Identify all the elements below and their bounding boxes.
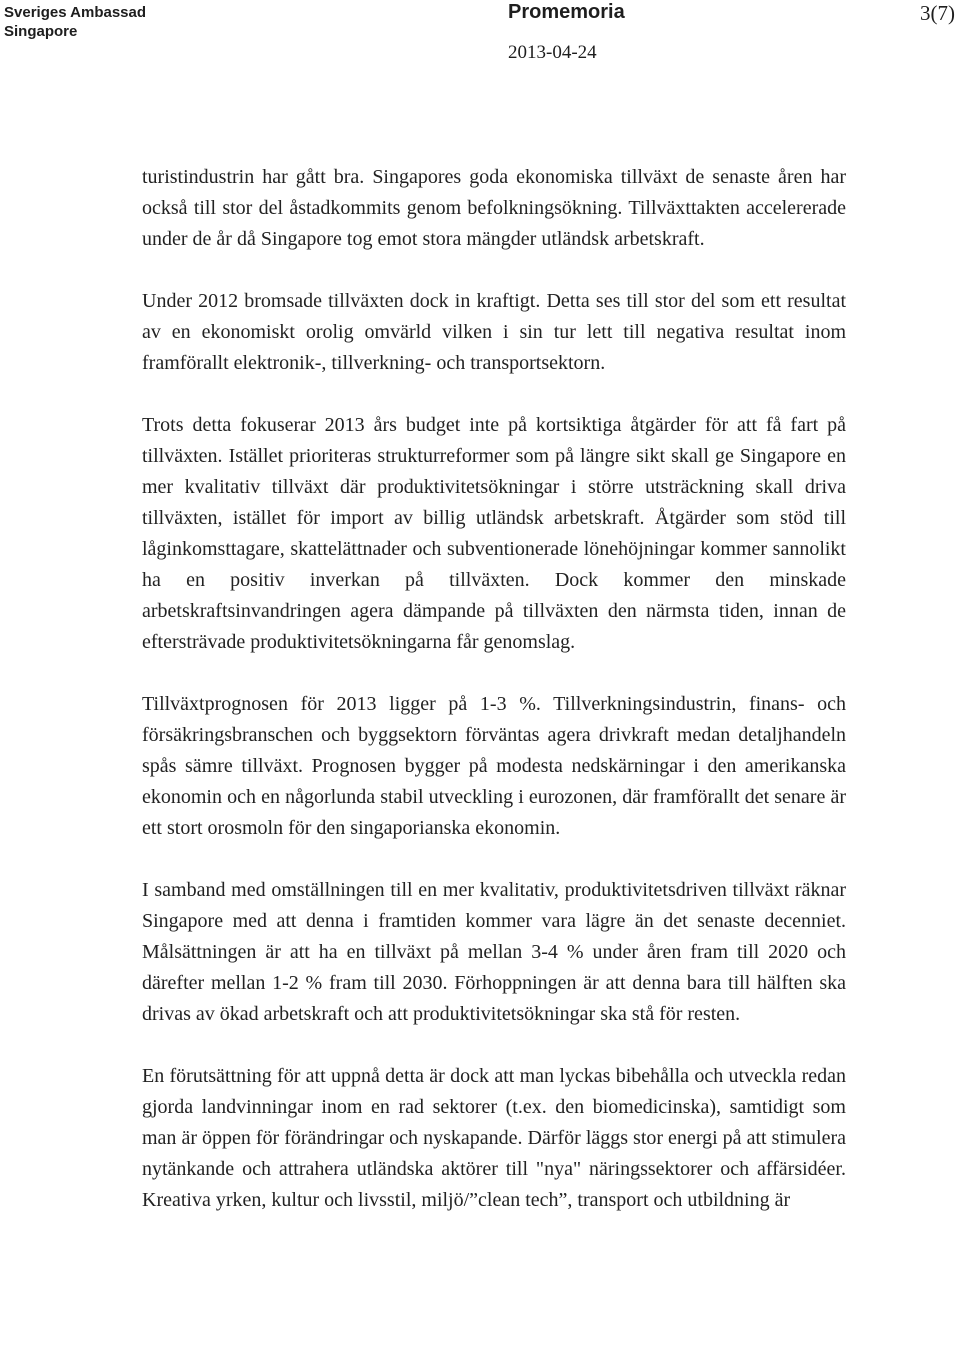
paragraph: I samband med omställningen till en mer kvalitativ, produktivitetsdriven tillväxt räknar Singapore med att denna i framtiden kommer vara lägre än det senaste decenniet. Målsättningen är att ha en tillväxt på mellan 3-4 % under åren fram till 2020 och därefter mellan 1-2 % fram till 2030. Förhoppningen är att denna bara till hälften ska drivas av ökad arbetskraft och att produktivitetsökningar ska stå för resten. bbox=[142, 879, 846, 1025]
paragraph: Trots detta fokuserar 2013 års budget inte på kortsiktiga åtgärder för att få fart på tillväxten. Istället prioriteras strukturreformer som på längre sikt skall ge Singapore en mer kvalitativ tillväxt där produktivitetsökningar i större utsträckning skall driva tillväxten, istället för import av billig utländsk arbetskraft. Åtgärder som stöd till låginkomsttagare, skattelättnader och subventionerade lönehöjningar kommer sannolikt ha en positiv inverkan på tillväxten. Dock kommer den minskade arbetskraftsinvandringen agera dämpande på tillväxten den närmsta tiden, innan de eftersträvade produktivitetsökningarna får genomslag. bbox=[142, 414, 846, 653]
paragraph: En förutsättning för att uppnå detta är dock att man lyckas bibehålla och utveckla redan gjorda landvinningar inom en rad sektorer (t.ex. den biomedicinska), samtidigt som man är öppen för förändringar och nyskapande. Därför läggs stor energi på att stimulera nytänkande och attrahera utländska aktörer till "nya" näringssektorer och affärsidéer. Kreativa yrken, kultur och livsstil, miljö/”clean tech”, transport och utbildning är bbox=[142, 1065, 846, 1211]
page-number: 3(7) bbox=[920, 1, 955, 25]
document-date: 2013-04-24 bbox=[508, 42, 597, 63]
paragraph: Tillväxtprognosen för 2013 ligger på 1-3 %. Tillverkningsindustrin, finans- och försäkringsbranschen och byggsektorn förväntas agera drivkraft medan detaljhandeln spås sämre tillväxt. Prognosen bygger på modesta nedskärningar i den amerikanska ekonomin och en någorlunda stabil utveckling i eurozonen, där framförallt det senare är ett stort orosmoln för den singaporianska ekonomin. bbox=[142, 693, 846, 839]
document-body bbox=[142, 162, 846, 1216]
paragraph: Under 2012 bromsade tillväxten dock in kraftigt. Detta ses till stor del som ett resultat av en ekonomiskt orolig omvärld vilken i sin tur lett till negativa resultat inom framförallt elektronik-, tillverkning- och transportsektorn. bbox=[142, 290, 846, 374]
paragraph: turistindustrin har gått bra. Singapores goda ekonomiska tillväxt de senaste åren har också till stor del åstadkommits genom befolkningsökning. Tillväxttakten accelererade under de år då Singapore tog emot stora mängder utländsk arbetskraft. bbox=[142, 166, 846, 250]
sender-location: Singapore bbox=[4, 23, 78, 40]
sender-org: Sveriges Ambassad bbox=[4, 4, 147, 21]
sender-block bbox=[4, 3, 146, 41]
document-type: Promemoria bbox=[508, 1, 625, 23]
